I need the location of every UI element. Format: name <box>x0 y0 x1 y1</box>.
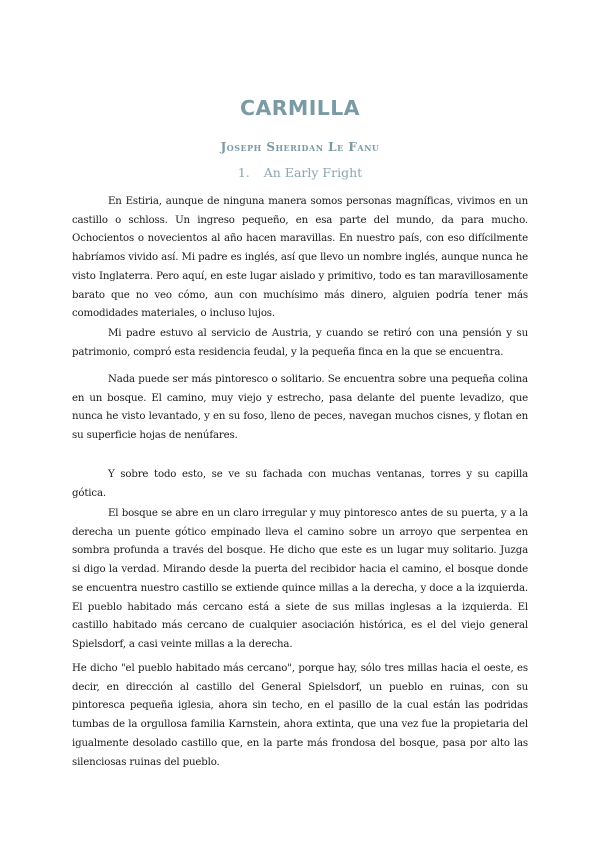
paragraph-3: Nada puede ser más pintoresco o solitario. Se encuentra sobre una pequeña colina en un bosque. El camino, muy viejo y estrecho, pasa delante del puente levadizo, que nunca he visto levantado, y en su foso, lleno de peces, navegan muchos cisnes, y flotan en su superficie hojas de nenúfares. <box>72 374 528 442</box>
paragraph-5: El bosque se abre en un claro irregular y muy pintoresco antes de su puerta, y a la derecha un puente gótico empinado lleva el camino sobre un arroyo que serpentea en sombra profunda a través del bosque. He dicho que este es un lugar muy solitario. Juzga si digo la verdad. Mirando desde la puerta del recibidor hacia el camino, el bosque donde se encuentra nuestro castillo se extiende quince millas a la derecha, y doce a la izquierda. El pueblo habitado más cercano está a siete de sus millas inglesas a la izquierda. El castillo habitado más cercano de cualquier asociación histórica, es el del viejo general Spielsdorf, a casi veinte millas a la derecha. <box>72 508 528 650</box>
chapter-number: 1. <box>237 165 250 180</box>
paragraph-6: He dicho "el pueblo habitado más cercano", porque hay, sólo tres millas hacia el oeste, es decir, en dirección al castillo del General Spielsdorf, un pueblo en ruinas, con su pintoresca pequeña iglesia, ahora sin techo, en el pasillo de la cual están las podridas tumbas de la orgullosa familia Karnstein, ahora extinta, que una vez fue la propietaria del igualmente desolado castillo que, en la parte más frondosa del bosque, pasa por alto las silenciosas ruinas del pueblo. <box>72 663 528 768</box>
chapter-heading <box>72 165 528 180</box>
chapter-title: An Early Fright <box>263 165 363 180</box>
author-name: Joseph Sheridan Le Fanu <box>220 140 380 154</box>
paragraph-2: Mi padre estuvo al servicio de Austria, y cuando se retiró con una pensión y su patrimonio, compró esta residencia feudal, y la pequeña finca en la que se encuentra. <box>72 328 528 358</box>
book-title: CARMILLA <box>240 96 360 120</box>
paragraph-4: Y sobre todo esto, se ve su fachada con muchas ventanas, torres y su capilla gótica. <box>72 469 528 499</box>
paragraph-1: En Estiria, aunque de ninguna manera somos personas magníficas, vivimos en un castillo o schloss. Un ingreso pequeño, en esa parte del mundo, da para mucho. Ochocientos o novecientos al año hacen maravillas. En nuestro país, con eso difícilmente habríamos vivido así. Mi padre es inglés, así que llevo un nombre inglés, aunque nunca he visto Inglaterra. Pero aquí, en este lugar aislado y primitivo, todo es tan maravillosamente barato que no veo cómo, aun con muchísimo más dinero, alguien podría tener más comodidades materiales, o incluso lujos. <box>72 196 528 320</box>
